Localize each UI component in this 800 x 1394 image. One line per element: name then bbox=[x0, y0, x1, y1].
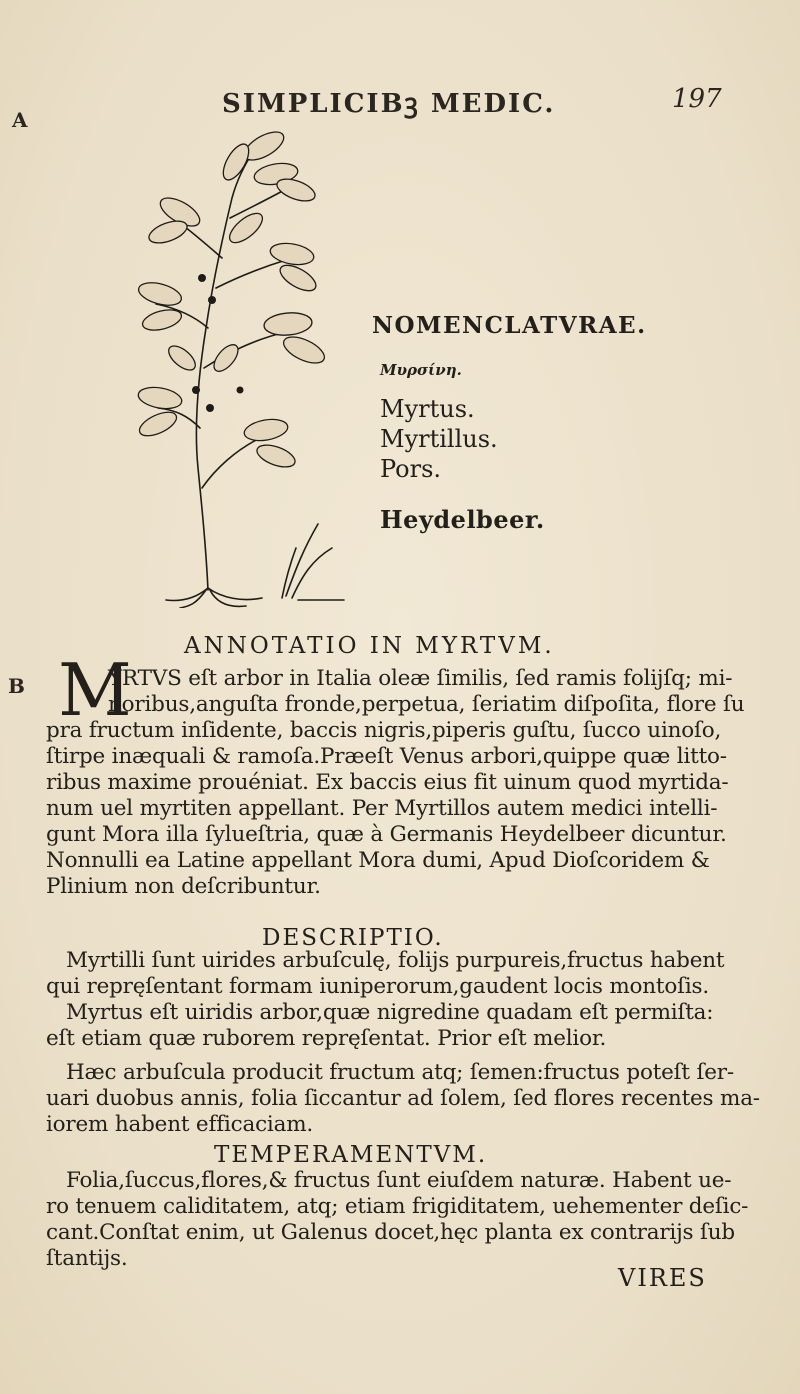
text-line: uari duobus annis, folia ſiccantur ad ſolem, ſed flores recentes ma- bbox=[46, 1086, 760, 1111]
text-line: Plinium non deſcribuntur. bbox=[46, 874, 321, 899]
myrtle-woodcut-illustration bbox=[136, 128, 356, 608]
text-line: noribus,anguſta fronde,perpetua, ſeriatim diſpoſita, flore ſu bbox=[108, 692, 745, 717]
text-line: Folia,ſuccus,flores,& fructus ſunt eiuſdem naturæ. Habent ue- bbox=[66, 1168, 732, 1193]
latin-name: Myrtillus. bbox=[380, 425, 498, 453]
text-line: Myrtus eſt uiridis arbor,quæ nigredine quadam eſt permiſta: bbox=[66, 1000, 714, 1025]
annotatio-heading: ANNOTATIO IN MYRTVM. bbox=[184, 633, 555, 659]
text-line: Hæc arbuſcula producit fructum atq; ſemen:fructus poteſt ſer- bbox=[66, 1060, 734, 1085]
nomenclature-title: NOMENCLATVRAE. bbox=[372, 312, 647, 339]
text-line: ſtirpe inæquali & ramoſa.Præeſt Venus arbori,quippe quæ litto- bbox=[46, 744, 727, 769]
text-line: YRTVS eſt arbor in Italia oleæ ſimilis, ſed ramis folijſq; mi- bbox=[108, 666, 733, 691]
german-name: Heydelbeer. bbox=[380, 505, 545, 534]
text-line: iorem habent efficaciam. bbox=[46, 1112, 314, 1137]
text-line: ribus maxime prouéniat. Ex baccis eius fit uinum quod myrtida- bbox=[46, 770, 729, 795]
text-line: ro tenuem caliditatem, atq; etiam frigiditatem, uehementer deſic- bbox=[46, 1194, 749, 1219]
text-line: eſt etiam quæ ruborem repręſentat. Prior eſt melior. bbox=[46, 1026, 607, 1051]
drop-capital: M bbox=[58, 648, 132, 732]
descriptio-heading: DESCRIPTIO. bbox=[262, 925, 444, 951]
temperamentum-text bbox=[46, 1168, 780, 1272]
text-line: qui repręſentant formam iuniperorum,gaudent locis montoſis. bbox=[46, 974, 710, 999]
catchword: VIRES bbox=[618, 1264, 707, 1292]
greek-name: Μυρσίνη. bbox=[380, 361, 462, 379]
nomenclature-block bbox=[372, 312, 647, 534]
text-line: num uel myrtiten appellant. Per Myrtillos autem medici intelli- bbox=[46, 796, 718, 821]
text-line: Myrtilli ſunt uirides arbuſculę, folijs purpureis,fructus habent bbox=[66, 948, 725, 973]
text-line: gunt Mora illa ſylueſtria, quæ à Germanis Heydelbeer dicuntur. bbox=[46, 822, 727, 847]
descriptio-text bbox=[46, 948, 780, 1138]
text-line: pra fructum inſidente, baccis nigris,piperis guſtu, ſucco uinoſo, bbox=[46, 718, 722, 743]
running-head: SIMPLICIBꝫ MEDIC. bbox=[222, 89, 556, 119]
text-line: Nonnulli ea Latine appellant Mora dumi, Apud Dioſcoridem & bbox=[46, 848, 710, 873]
margin-letter-b: B bbox=[8, 674, 25, 698]
page-number: 197 bbox=[672, 84, 722, 114]
margin-letter-a: A bbox=[12, 108, 28, 132]
latin-name: Myrtus. bbox=[380, 395, 475, 423]
latin-name: Pors. bbox=[380, 455, 442, 483]
annotatio-text bbox=[46, 666, 780, 900]
temperamentum-heading: TEMPERAMENTVM. bbox=[214, 1142, 488, 1168]
text-line: ſtantijs. bbox=[46, 1246, 128, 1271]
text-line: cant.Conſtat enim, ut Galenus docet,hęc planta ex contrarijs ſub bbox=[46, 1220, 735, 1245]
